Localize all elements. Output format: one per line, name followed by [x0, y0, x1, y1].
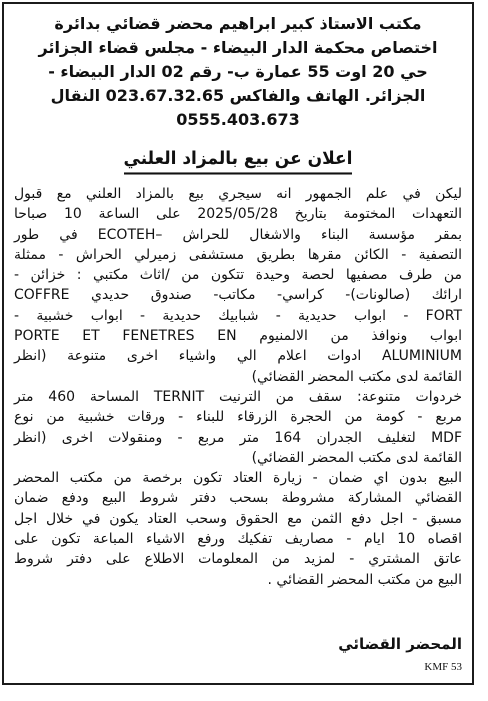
paragraph-1-line: القائمة لدى مكتب المحضر القضائي)	[251, 368, 462, 385]
paragraph-3-line: البيع بدون اي ضمان - زيارة العتاد تكون برخصة من مكتب المحضر	[14, 470, 462, 487]
header-line: اختصاص محكمة الدار البيضاء - مجلس قضاء الجزائر	[38, 38, 438, 57]
header-line: حي 20 اوت 55 عمارة ب- رقم 02 الدار البيضاء -	[48, 62, 428, 81]
paragraph-1-line: ليكن في علم الجمهور انه سيجري بيع بالمزاد العلني مع قبول	[14, 186, 462, 202]
notice-title: اعلان عن بيع بالمزاد العلني	[124, 147, 353, 174]
reference-code: KMF 53	[424, 661, 462, 673]
paragraph-1-line: FORT - ابواب حديدية - شبابيك حديدية - ابواب خشبية -	[14, 307, 462, 324]
paragraph-2-line: خردوات متنوعة: سقف من الترنيت TERNIT المساحة 460 متر	[14, 388, 462, 405]
signature-label: المحضر القضائي	[338, 635, 462, 653]
paragraph-2-line: القائمة لدى مكتب المحضر القضائي)	[251, 449, 462, 466]
paragraph-1-line: التصفية - الكائن مقرها بطريق مستشفى زميرلي الحراش - ممثلة	[14, 246, 462, 263]
paragraph-1-line: ALUMINIUM ادوات اعلام الي واشياء اخرى متنوعة (انظر	[14, 348, 462, 365]
paragraph-3-line: اقصاه 10 ايام - مصاريف تفكيك ورفع الاشياء المباعة تكون على	[14, 531, 462, 548]
header-phone: 0555.403.673	[176, 110, 300, 129]
paragraph-1-line: بمقر مؤسسة البناء والاشغال للحراش –ECOTEH في طور	[14, 226, 463, 243]
header-line: الجزائر. الهاتف والفاكس 023.67.32.65 النقال	[50, 86, 426, 105]
notice-title-wrap	[4, 148, 472, 174]
paragraph-1-line: التعهدات المختومة بتاريخ 2025/05/28 على الساعة 10 صباحا	[14, 206, 462, 223]
paragraph-1-line: من طرف مصفيها لحصة وحيدة تتكون من /اثاث مكتبي : خزائن -	[14, 267, 462, 284]
paragraph-3-line: البيع من مكتب المحضر القضائي .	[267, 571, 462, 588]
paragraph-3-line: القضائي المشاركة مشروطة بسحب دفتر شروط البيع ودفع ضمان	[14, 490, 462, 507]
notice-body	[14, 184, 462, 590]
paragraph-1-line: ابواب ونوافذ من الالمنيوم PORTE ET FENETRES EN	[14, 328, 462, 345]
header-line: مكتب الاستاذ كبير ابراهيم محضر قضائي بدائرة	[54, 14, 422, 33]
paragraph-2-line: MDF لتغليف الجدران 164 متر مربع - ومنقولات اخرى (انظر	[14, 429, 462, 446]
paragraph-2-line: مربع - كومة من الحجرة الزرقاء للبناء - ورقات خشبية من نوع	[14, 409, 462, 426]
paragraph-3-line: عاتق المشتري - لمزيد من المعلومات الاطلاع على دفتر شروط	[14, 551, 462, 568]
office-header	[14, 12, 462, 132]
paragraph-1-line: ارائك (صالونات)- كراسي- مكاتب- صندوق حديدي COFFRE	[14, 287, 462, 304]
notice-page	[2, 2, 474, 685]
paragraph-3-line: مسبق - اجل دفع الثمن مع الحقوق وسحب العتاد يكون في خلال اجل	[14, 510, 462, 527]
